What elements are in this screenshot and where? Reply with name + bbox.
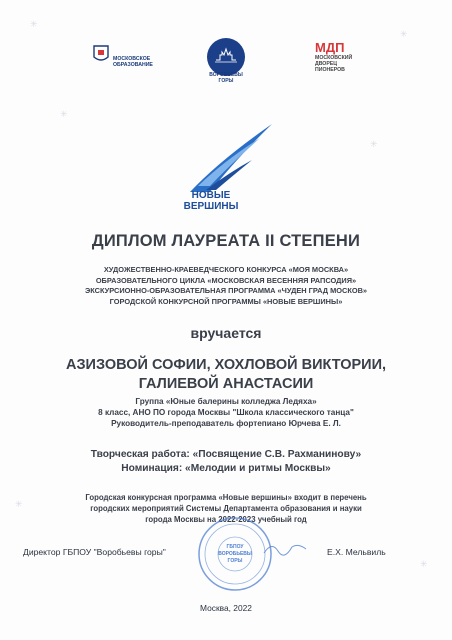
creative-work: Творческая работа: «Посвящение С.В. Рахманинову» bbox=[90, 449, 362, 460]
program-line: городских мероприятий Системы Департамента образования и науки bbox=[90, 504, 362, 513]
director-title: Директор ГБПОУ "Воробьевы горы" bbox=[23, 547, 166, 557]
vg-line: ГОРЫ bbox=[218, 78, 234, 84]
contest-line: ГОРОДСКОЙ КОНКУРСНОЙ ПРОГРАММЫ «НОВЫЕ ВЕРШИНЫ» bbox=[109, 296, 343, 306]
signature-row bbox=[0, 547, 452, 563]
group-line: Руководитель-преподаватель фортепиано Юрчева Е. Л. bbox=[111, 419, 341, 428]
vorobyovy-gory-skyline-icon bbox=[207, 38, 245, 76]
mos-obr-line: МОСКОВСКОЕ bbox=[113, 56, 151, 62]
snowflake-icon: ✳ bbox=[15, 499, 23, 509]
nv-line: ВЕРШИНЫ bbox=[183, 201, 239, 212]
contest-line: ОБРАЗОВАТЕЛЬНОГО ЦИКЛА «МОСКОВСКАЯ ВЕСЕННЯЯ РАПСОДИЯ» bbox=[95, 275, 357, 285]
stamp-line: ГОРЫ bbox=[227, 558, 243, 564]
group-info bbox=[0, 396, 452, 429]
snowflake-icon: ✳ bbox=[60, 109, 68, 119]
dvorets-pionerov-logo bbox=[315, 40, 352, 73]
dvorets-line: МОСКОВСКИЙ bbox=[315, 55, 353, 61]
recipient-line: АЗИЗОВОЙ СОФИИ, ХОХЛОВОЙ ВИКТОРИИ, bbox=[65, 357, 387, 373]
header-logos bbox=[0, 38, 452, 90]
program-line: города Москвы на 2022-2023 учебный год bbox=[145, 515, 307, 524]
dvorets-line: ДВОРЕЦ bbox=[315, 61, 338, 67]
stamp-line: ГБПОУ bbox=[226, 544, 244, 550]
nomination: Номинация: «Мелодии и ритмы Москвы» bbox=[121, 463, 331, 474]
dvorets-line: ПИОНЕРОВ bbox=[315, 67, 345, 73]
stamp-line: ВОРОБЬЕВЫ bbox=[218, 551, 252, 557]
moscow-emblem-icon bbox=[92, 44, 110, 64]
group-line: Группа «Юные балерины колледжа Ледяха» bbox=[135, 397, 317, 406]
group-line: 8 класс, АНО ПО города Москвы "Школа классического танца" bbox=[98, 408, 354, 417]
recipient-line: ГАЛИЕВОЙ АНАСТАСИИ bbox=[138, 376, 314, 392]
city-year: Москва, 2022 bbox=[200, 603, 252, 613]
snowflake-icon: ✳ bbox=[30, 19, 38, 29]
nv-line: НОВЫЕ bbox=[191, 190, 231, 201]
diploma-title: ДИПЛОМ ЛАУРЕАТА II СТЕПЕНИ bbox=[91, 232, 361, 250]
snowflake-icon: ✳ bbox=[420, 559, 428, 569]
recipient-names bbox=[0, 356, 452, 394]
director-name: Е.Х. Мельвиль bbox=[327, 547, 386, 557]
snowflake-icon: ✳ bbox=[370, 139, 378, 149]
awarded-label: вручается bbox=[190, 325, 262, 341]
program-line: Городская конкурсная программа «Новые вершины» входит в перечень bbox=[85, 493, 367, 502]
work-info bbox=[0, 448, 452, 476]
mos-obrazovanie-logo bbox=[92, 44, 153, 68]
vg-line: ВОРОБЬЕВЫ bbox=[209, 72, 243, 78]
contest-line: ЭКСКУРСИОННО-ОБРАЗОВАТЕЛЬНАЯ ПРОГРАММА «ЧУДЕН ГРАД МОСКОВ» bbox=[84, 286, 368, 295]
mos-obr-line: ОБРАЗОВАНИЕ bbox=[113, 62, 153, 68]
novye-vershiny-wordmark bbox=[176, 190, 246, 212]
signature-scribble bbox=[262, 539, 312, 557]
contest-description bbox=[0, 265, 452, 307]
vorobyovy-gory-logo bbox=[207, 38, 245, 76]
mdp-mark: МДП bbox=[315, 40, 345, 55]
snowflake-icon: ✳ bbox=[400, 29, 408, 39]
vorobyovy-gory-label bbox=[200, 72, 252, 84]
contest-line: ХУДОЖЕСТВЕННО-КРАЕВЕДЧЕСКОГО КОНКУРСА «МОЯ МОСКВА» bbox=[103, 265, 349, 274]
